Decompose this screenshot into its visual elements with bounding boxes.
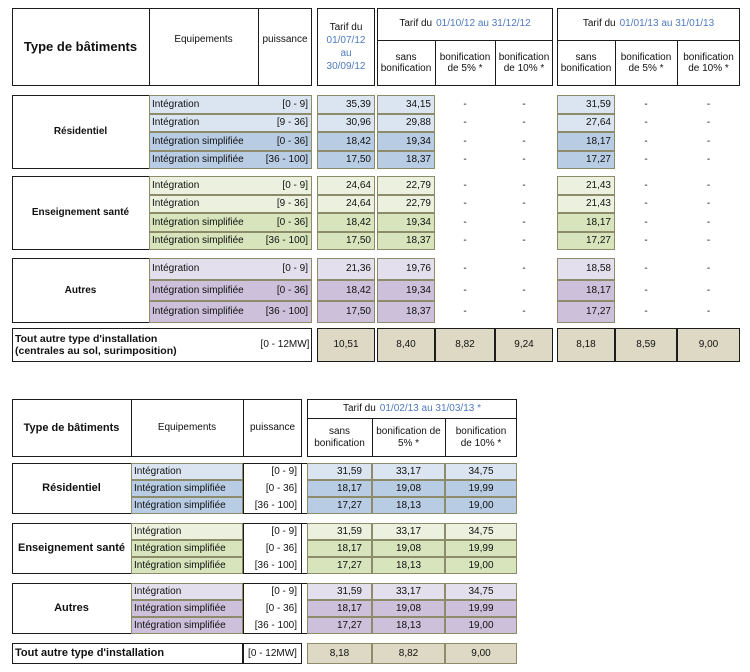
tarif-b-line-1: 01/10/12 au 31/12/12 — [436, 18, 531, 30]
row-tarif-c: 18,58 — [557, 258, 615, 280]
row2-equipement: Intégration simplifiée — [131, 497, 243, 514]
row-tarif-c: 17,27 — [557, 301, 615, 323]
tarif-c-line-1: 01/01/13 au 31/01/13 — [619, 18, 715, 30]
row-puissance: [0 - 9] — [282, 179, 308, 191]
other-tarif-b: 8,40 — [377, 328, 435, 362]
header-b-sans: sans bonification — [380, 51, 432, 74]
group2-label: Autres — [54, 602, 89, 615]
row-tarif-c10: - — [706, 135, 711, 147]
header2-puissance: puissance — [249, 422, 296, 434]
row-tarif-b10: - — [522, 263, 526, 274]
row-equipement: Intégration simplifiée — [149, 151, 312, 170]
row2-tarif-sans: 31,59 — [307, 583, 372, 600]
row-tarif-b5: - — [463, 216, 467, 228]
row2-puissance: [36 - 100] — [243, 497, 302, 514]
row-tarif-b5: - — [463, 306, 467, 317]
row2-equipement: Intégration simplifiée — [131, 557, 243, 574]
row-tarif-c10: - — [706, 235, 711, 246]
row-tarif-c5: - — [644, 179, 648, 191]
row-puissance: [0 - 9] — [282, 263, 308, 274]
row-tarif-b10: - — [522, 117, 526, 128]
row-tarif-a: 30,96 — [317, 114, 375, 133]
row-tarif-c5: - — [644, 117, 648, 128]
header-c-bon5: bonification de 5% * — [620, 51, 672, 74]
row-tarif-b: 18,37 — [377, 232, 435, 251]
header2-bon10: bonification de 10% * — [455, 426, 507, 449]
row-tarif-b5: - — [463, 117, 467, 128]
row-tarif-c10: - — [706, 198, 711, 209]
row2-tarif-bon5: 18,13 — [372, 557, 445, 574]
row2-tarif-bon5: 33,17 — [372, 463, 445, 480]
header-puissance: puissance — [262, 34, 308, 46]
row-tarif-b: 29,88 — [377, 114, 435, 133]
row2-puissance: [0 - 36] — [243, 480, 302, 497]
other2-tarif-v: 8,18 — [307, 643, 372, 664]
row2-puissance: [36 - 100] — [243, 617, 302, 634]
row-puissance: [9 - 36] — [276, 117, 308, 128]
row-tarif-b10: - — [522, 154, 526, 165]
row-tarif-b: 19,34 — [377, 280, 435, 302]
row-tarif-c: 21,43 — [557, 195, 615, 214]
row-tarif-a: 17,50 — [317, 301, 375, 323]
header-c-sans: sans bonification — [560, 51, 612, 74]
row-puissance: [0 - 36] — [276, 216, 308, 228]
other2-tarif-v5: 8,82 — [372, 643, 445, 664]
row-tarif-c: 17,27 — [557, 232, 615, 251]
tarif-a-line-3: 30/09/12 — [326, 61, 366, 72]
row-tarif-c10: - — [706, 98, 711, 110]
other-label — [12, 328, 258, 362]
row-tarif-b5: - — [463, 198, 467, 209]
row2-tarif-bon5: 18,13 — [372, 617, 445, 634]
row-tarif-c: 18,17 — [557, 132, 615, 151]
row-puissance: [0 - 9] — [282, 98, 308, 110]
row-tarif-c10: - — [706, 117, 711, 128]
row2-tarif-bon10: 19,00 — [445, 617, 517, 634]
row-tarif-a: 17,50 — [317, 151, 375, 170]
row-tarif-c5: - — [644, 263, 648, 274]
row-tarif-b5: - — [463, 235, 467, 246]
row-equipement: Intégration simplifiée — [149, 213, 312, 232]
row-tarif-b: 19,76 — [377, 258, 435, 280]
header2-sans: sans bonification — [314, 426, 365, 449]
row-tarif-c: 18,17 — [557, 280, 615, 302]
row-equipement: Intégration — [149, 114, 312, 133]
row2-tarif-bon10: 19,99 — [445, 480, 517, 497]
row2-tarif-bon10: 19,99 — [445, 600, 517, 617]
row2-tarif-sans: 17,27 — [307, 557, 372, 574]
row2-tarif-sans: 18,17 — [307, 540, 372, 557]
header-equipements: Equipements — [174, 34, 233, 46]
row-tarif-c10: - — [706, 179, 711, 191]
row-tarif-b: 18,37 — [377, 151, 435, 170]
row-tarif-c: 31,59 — [557, 95, 615, 114]
row-equipement: Intégration simplifiée — [149, 232, 312, 251]
row2-puissance: [36 - 100] — [243, 557, 302, 574]
row-tarif-b5: - — [463, 179, 467, 191]
row-tarif-a: 17,50 — [317, 232, 375, 251]
row-puissance: [36 - 100] — [265, 306, 308, 317]
row-tarif-b: 19,34 — [377, 132, 435, 151]
other-tarif-b10: 9,24 — [495, 328, 553, 362]
row2-equipement: Intégration simplifiée — [131, 480, 243, 497]
header-b-bon5: bonification de 5% * — [439, 51, 491, 74]
row-tarif-b10: - — [522, 198, 526, 209]
row-puissance: [0 - 36] — [276, 284, 308, 296]
row-tarif-c10: - — [706, 154, 711, 165]
row2-tarif-bon5: 33,17 — [372, 523, 445, 540]
tarif2-line-1: 01/02/13 au 31/03/13 * — [379, 402, 481, 414]
other-label-line-1: (centrales au sol, surimposition) — [15, 345, 177, 357]
row2-equipement: Intégration simplifiée — [131, 600, 243, 617]
row-tarif-c: 17,27 — [557, 151, 615, 170]
other-tarif-a: 10,51 — [317, 328, 375, 362]
other-tarif-c10: 9,00 — [677, 328, 740, 362]
row2-tarif-sans: 18,17 — [307, 600, 372, 617]
row-equipement: Intégration simplifiée — [149, 132, 312, 151]
row-tarif-c: 21,43 — [557, 176, 615, 195]
row2-puissance: [0 - 9] — [243, 523, 302, 540]
other-label-line-0: Tout autre type d'installation — [15, 332, 158, 345]
row-tarif-a: 18,42 — [317, 132, 375, 151]
row2-tarif-bon10: 19,00 — [445, 557, 517, 574]
row-puissance: [36 - 100] — [265, 235, 308, 246]
row2-tarif-sans: 31,59 — [307, 463, 372, 480]
row-tarif-c5: - — [644, 198, 648, 209]
tarif-a-line-0: Tarif du — [329, 22, 363, 33]
header2-type-batiments: Type de bâtiments — [23, 421, 120, 434]
row-tarif-b5: - — [463, 98, 467, 110]
header-tarif-c — [557, 8, 740, 40]
header-b-bon10: bonification de 10% * — [498, 51, 550, 74]
group-label: Résidentiel — [53, 126, 108, 138]
row2-tarif-bon10: 19,99 — [445, 540, 517, 557]
row2-equipement: Intégration simplifiée — [131, 540, 243, 557]
tarif2-line-0: Tarif du — [343, 402, 376, 414]
other2-puissance: [0 - 12MW] — [243, 643, 302, 664]
other-puissance: [0 - 12MW] — [260, 339, 310, 351]
row-tarif-a: 18,42 — [317, 213, 375, 232]
row-tarif-b5: - — [463, 154, 467, 165]
row2-tarif-sans: 17,27 — [307, 497, 372, 514]
row-puissance: [0 - 36] — [276, 135, 308, 147]
group2-label: Enseignement santé — [18, 542, 125, 555]
tarif-b-line-0: Tarif du — [399, 18, 433, 30]
row-tarif-c5: - — [644, 284, 648, 296]
row-tarif-b10: - — [522, 284, 526, 296]
row-puissance: [36 - 100] — [265, 154, 308, 165]
row-tarif-b10: - — [522, 135, 526, 147]
row-tarif-a: 24,64 — [317, 176, 375, 195]
row-equipement: Intégration simplifiée — [149, 280, 312, 302]
header-tarif-b — [377, 8, 553, 40]
row-tarif-a: 18,42 — [317, 280, 375, 302]
header-tarif-a — [317, 8, 375, 86]
row-tarif-c5: - — [644, 235, 648, 246]
row-tarif-b5: - — [463, 263, 467, 274]
other2-tarif-v10: 9,00 — [445, 643, 517, 664]
row2-tarif-sans: 17,27 — [307, 617, 372, 634]
row-tarif-b10: - — [522, 216, 526, 228]
tarif-a-line-1: 01/07/12 — [326, 35, 366, 46]
row-equipement: Intégration — [149, 258, 312, 280]
other2-label: Tout autre type d'installation — [15, 647, 165, 660]
other-tarif-c5: 8,59 — [615, 328, 677, 362]
other-tarif-b5: 8,82 — [435, 328, 495, 362]
row2-equipement: Intégration — [131, 523, 243, 540]
row2-tarif-bon10: 34,75 — [445, 583, 517, 600]
row2-equipement: Intégration — [131, 583, 243, 600]
group2-label: Résidentiel — [42, 482, 101, 495]
tarif-a-line-2: au — [340, 48, 352, 59]
other-tarif-c: 8,18 — [557, 328, 615, 362]
row-tarif-c10: - — [706, 284, 711, 296]
row-tarif-c5: - — [644, 154, 648, 165]
row2-tarif-bon10: 34,75 — [445, 523, 517, 540]
row-tarif-b10: - — [522, 235, 526, 246]
row-equipement: Intégration — [149, 195, 312, 214]
row2-tarif-bon5: 33,17 — [372, 583, 445, 600]
row-tarif-a: 24,64 — [317, 195, 375, 214]
row-tarif-b10: - — [522, 179, 526, 191]
row-tarif-b: 34,15 — [377, 95, 435, 114]
header2-equipements: Equipements — [157, 422, 217, 434]
row-equipement: Intégration simplifiée — [149, 301, 312, 323]
row-tarif-c10: - — [706, 263, 711, 274]
row2-tarif-bon5: 18,13 — [372, 497, 445, 514]
header-type-batiments: Type de bâtiments — [23, 38, 138, 54]
row2-tarif-bon10: 34,75 — [445, 463, 517, 480]
row2-tarif-sans: 31,59 — [307, 523, 372, 540]
row-tarif-b5: - — [463, 135, 467, 147]
row-tarif-b: 19,34 — [377, 213, 435, 232]
row-tarif-c10: - — [706, 306, 711, 317]
row-tarif-c: 27,64 — [557, 114, 615, 133]
row-tarif-b: 22,79 — [377, 176, 435, 195]
row2-puissance: [0 - 36] — [243, 600, 302, 617]
row2-tarif-sans: 18,17 — [307, 480, 372, 497]
row-tarif-b: 22,79 — [377, 195, 435, 214]
group-label: Autres — [64, 284, 97, 296]
row2-tarif-bon5: 19,08 — [372, 600, 445, 617]
row-puissance: [9 - 36] — [276, 198, 308, 209]
row2-equipement: Intégration simplifiée — [131, 617, 243, 634]
row-equipement: Intégration — [149, 95, 312, 114]
row-tarif-c5: - — [644, 216, 648, 228]
row-tarif-c5: - — [644, 306, 648, 317]
row-tarif-b10: - — [522, 98, 526, 110]
row-equipement: Intégration — [149, 176, 312, 195]
row2-puissance: [0 - 9] — [243, 463, 302, 480]
row-tarif-b5: - — [463, 284, 467, 296]
row2-puissance: [0 - 9] — [243, 583, 302, 600]
row2-equipement: Intégration — [131, 463, 243, 480]
row2-tarif-bon5: 19,08 — [372, 540, 445, 557]
row-tarif-c: 18,17 — [557, 213, 615, 232]
row-tarif-c5: - — [644, 135, 648, 147]
group-label: Enseignement santé — [31, 207, 130, 219]
row-tarif-a: 35,39 — [317, 95, 375, 114]
tarif-c-line-0: Tarif du — [582, 18, 616, 30]
row2-puissance: [0 - 36] — [243, 540, 302, 557]
row2-tarif-bon10: 19,00 — [445, 497, 517, 514]
header2-bon5: bonification de 5% * — [376, 426, 441, 449]
row2-tarif-bon5: 19,08 — [372, 480, 445, 497]
row-tarif-b: 18,37 — [377, 301, 435, 323]
header2-tarif — [307, 399, 517, 418]
row-tarif-c10: - — [706, 216, 711, 228]
header-c-bon10: bonification de 10% * — [683, 51, 734, 74]
row-tarif-b10: - — [522, 306, 526, 317]
row-tarif-c5: - — [644, 98, 648, 110]
row-tarif-a: 21,36 — [317, 258, 375, 280]
